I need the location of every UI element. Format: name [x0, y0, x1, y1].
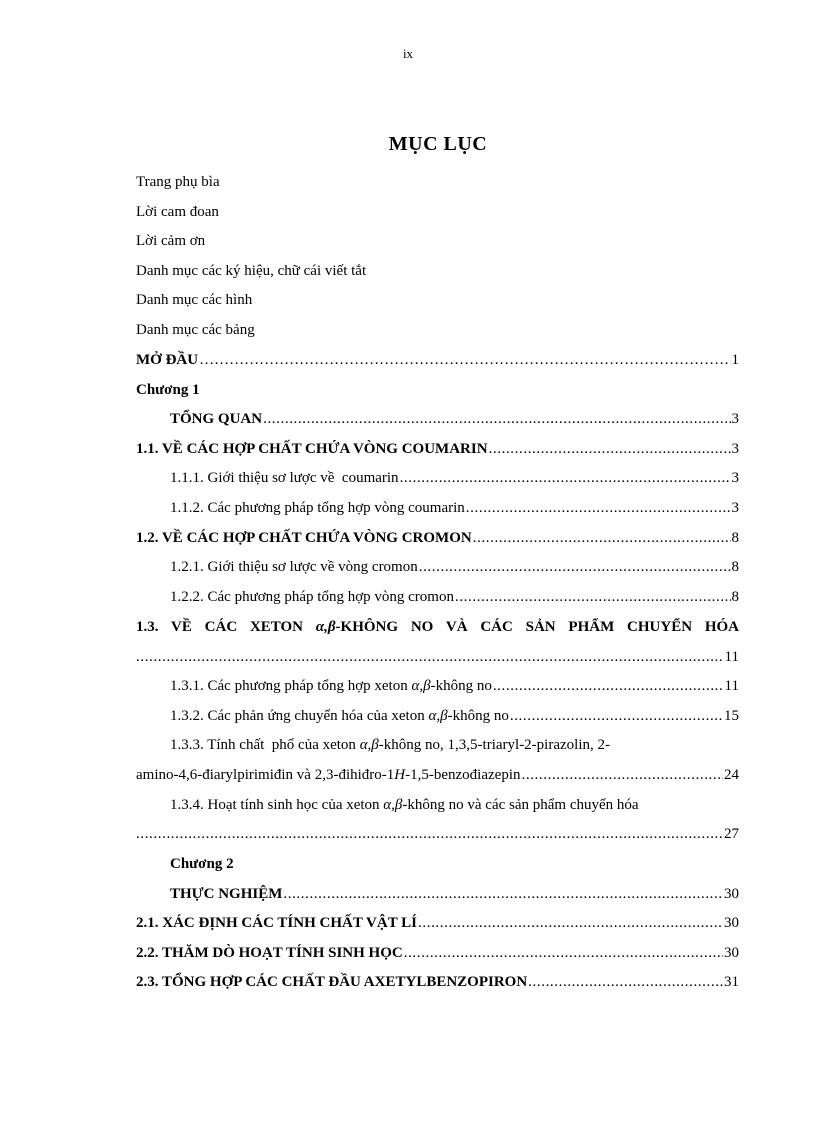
toc-entry-text-prefix: 1.3.2. Các phản ứng chuyển hóa của xeton — [170, 708, 429, 724]
toc-front-matter-4: Danh mục các ký hiệu, chữ cái viết tắt — [136, 263, 367, 279]
toc-entry-text-suffix: -KHÔNG NO VÀ CÁC SẢN PHẨM CHUYỂN HÓA — [335, 619, 739, 635]
toc-entry-text-suffix: -không no — [447, 708, 509, 724]
toc-entry-1-3-4-leader — [136, 824, 739, 844]
toc-entry-1-3-3-cont — [136, 765, 739, 785]
toc-page-number: 24 — [724, 767, 739, 783]
toc-entry-text: 1.1.1. Giới thiệu sơ lược về coumarin — [170, 470, 399, 486]
greek-alpha-beta: α,β — [428, 708, 448, 724]
toc-page-number: 3 — [731, 470, 739, 486]
toc-entry-1-1-1 — [170, 468, 739, 488]
toc-entry-1-3 — [136, 617, 739, 637]
toc-entry-text-suffix: -không no và các sản phẩm chuyển hóa — [402, 797, 639, 813]
toc-page-number: 30 — [724, 945, 739, 961]
toc-page-number: 30 — [724, 915, 739, 931]
chapter-2-heading: Chương 2 — [170, 856, 234, 872]
toc-page-number: 27 — [724, 826, 739, 842]
toc-entry-text: TỔNG QUAN — [170, 411, 263, 427]
toc-entry-text: 1.1.2. Các phương pháp tổng hợp vòng coumarin — [170, 500, 465, 516]
toc-entry-text-italic: H — [394, 767, 406, 783]
toc-entry-mo-dau — [136, 350, 739, 370]
dot-leader — [418, 913, 723, 933]
toc-entry-1-3-3 — [170, 735, 739, 755]
toc-entry-text: 2.3. TỔNG HỢP CÁC CHẤT ĐẦU AXETYLBENZOPIRON — [136, 974, 528, 990]
toc-entry-1-2 — [136, 528, 739, 548]
toc-entry-1-1 — [136, 439, 739, 459]
toc-entry-text: 1.2.2. Các phương pháp tổng hợp vòng cromon — [170, 589, 454, 605]
dot-leader — [136, 647, 724, 667]
toc-page-number: 8 — [731, 589, 739, 605]
toc-page-number: 3 — [731, 500, 739, 516]
toc-entry-2-2 — [136, 943, 739, 963]
toc-entry-text: THỰC NGHIỆM — [170, 886, 283, 902]
toc-front-matter-6: Danh mục các bảng — [136, 322, 255, 338]
toc-entry-text-prefix: 1.3.1. Các phương pháp tổng hợp xeton — [170, 678, 412, 694]
dot-leader — [510, 706, 723, 726]
toc-entry-text: 1.1. VỀ CÁC HỢP CHẤT CHỨA VÒNG COUMARIN — [136, 441, 488, 457]
toc-entry-text: 2.2. THĂM DÒ HOẠT TÍNH SINH HỌC — [136, 945, 403, 961]
toc-entry-1-3-2 — [170, 706, 739, 726]
toc-entry-1-2-2 — [170, 587, 739, 607]
toc-front-matter-1: Trang phụ bìa — [136, 174, 220, 190]
toc-front-matter-2: Lời cam đoan — [136, 204, 219, 220]
toc-entry-text-suffix: -không no, 1,3,5-triaryl-2-pirazolin, 2- — [378, 737, 610, 753]
dot-leader — [283, 884, 723, 904]
toc-entry-text: MỞ ĐẦU — [136, 352, 199, 368]
toc-entry-text: 1.2.1. Giới thiệu sơ lược về vòng cromon — [170, 559, 418, 575]
dot-leader — [400, 468, 731, 488]
dot-leader — [419, 557, 731, 577]
dot-leader — [199, 350, 730, 370]
toc-entry-1-1-2 — [170, 498, 739, 518]
page-number: ix — [402, 46, 414, 61]
toc-page-number: 31 — [724, 974, 739, 990]
toc-entry-text — [136, 765, 521, 785]
toc-entry-text: 1.2. VỀ CÁC HỢP CHẤT CHỨA VÒNG CROMON — [136, 530, 472, 546]
dot-leader — [528, 972, 723, 992]
toc-entry-1-3-1 — [170, 676, 739, 696]
toc-entry-text: 2.1. XÁC ĐỊNH CÁC TÍNH CHẤT VẬT LÍ — [136, 915, 418, 931]
dot-leader — [455, 587, 731, 607]
toc-page-number: 3 — [731, 411, 739, 427]
toc-entry-chapter-1-title — [170, 409, 739, 429]
toc-page-number: 30 — [724, 886, 739, 902]
toc-entry-2-3 — [136, 972, 739, 992]
toc-entry-1-3-leader — [136, 647, 739, 667]
toc-entry-text-suffix: -không no — [430, 678, 492, 694]
page-title: MỤC LỤC — [388, 133, 488, 155]
greek-alpha-beta: α,β — [383, 797, 403, 813]
toc-entry-1-3-4 — [170, 795, 739, 815]
toc-entry-text-b: -1,5-benzođiazepin — [405, 767, 521, 783]
dot-leader — [473, 528, 731, 548]
toc-front-matter-3: Lời cảm ơn — [136, 233, 206, 249]
chapter-1-heading: Chương 1 — [136, 382, 200, 398]
toc-entry-2-1 — [136, 913, 739, 933]
toc-page-number: 15 — [724, 708, 739, 724]
dot-leader — [489, 439, 731, 459]
greek-alpha-beta: α,β — [411, 678, 431, 694]
toc-entry-1-2-1 — [170, 557, 739, 577]
toc-page-number: 11 — [724, 678, 739, 694]
toc-entry-text — [170, 676, 492, 696]
greek-alpha-beta: α,β — [315, 619, 336, 635]
toc-page-number: 11 — [724, 649, 739, 665]
toc-entry-text — [170, 706, 509, 726]
toc-entry-chapter-2-title — [170, 884, 739, 904]
toc-entry-text-a: amino-4,6-điarylpirimiđin và 2,3-đihiđro-1 — [136, 767, 395, 783]
toc-page-number: 1 — [731, 352, 739, 368]
toc-page-number: 3 — [731, 441, 739, 457]
toc-entry-text-prefix: 1.3.3. Tính chất phổ của xeton — [170, 737, 360, 753]
dot-leader — [263, 409, 730, 429]
dot-leader — [466, 498, 731, 518]
toc-front-matter-5: Danh mục các hình — [136, 292, 253, 308]
toc-page-number: 8 — [731, 530, 739, 546]
greek-alpha-beta: α,β — [359, 737, 379, 753]
dot-leader — [493, 676, 724, 696]
toc-page-number: 8 — [731, 559, 739, 575]
dot-leader — [404, 943, 723, 963]
dot-leader — [522, 765, 724, 785]
toc-entry-text-prefix: 1.3. VỀ CÁC XETON — [136, 619, 316, 635]
dot-leader — [136, 824, 723, 844]
toc-entry-text-prefix: 1.3.4. Hoạt tính sinh học của xeton — [170, 797, 384, 813]
